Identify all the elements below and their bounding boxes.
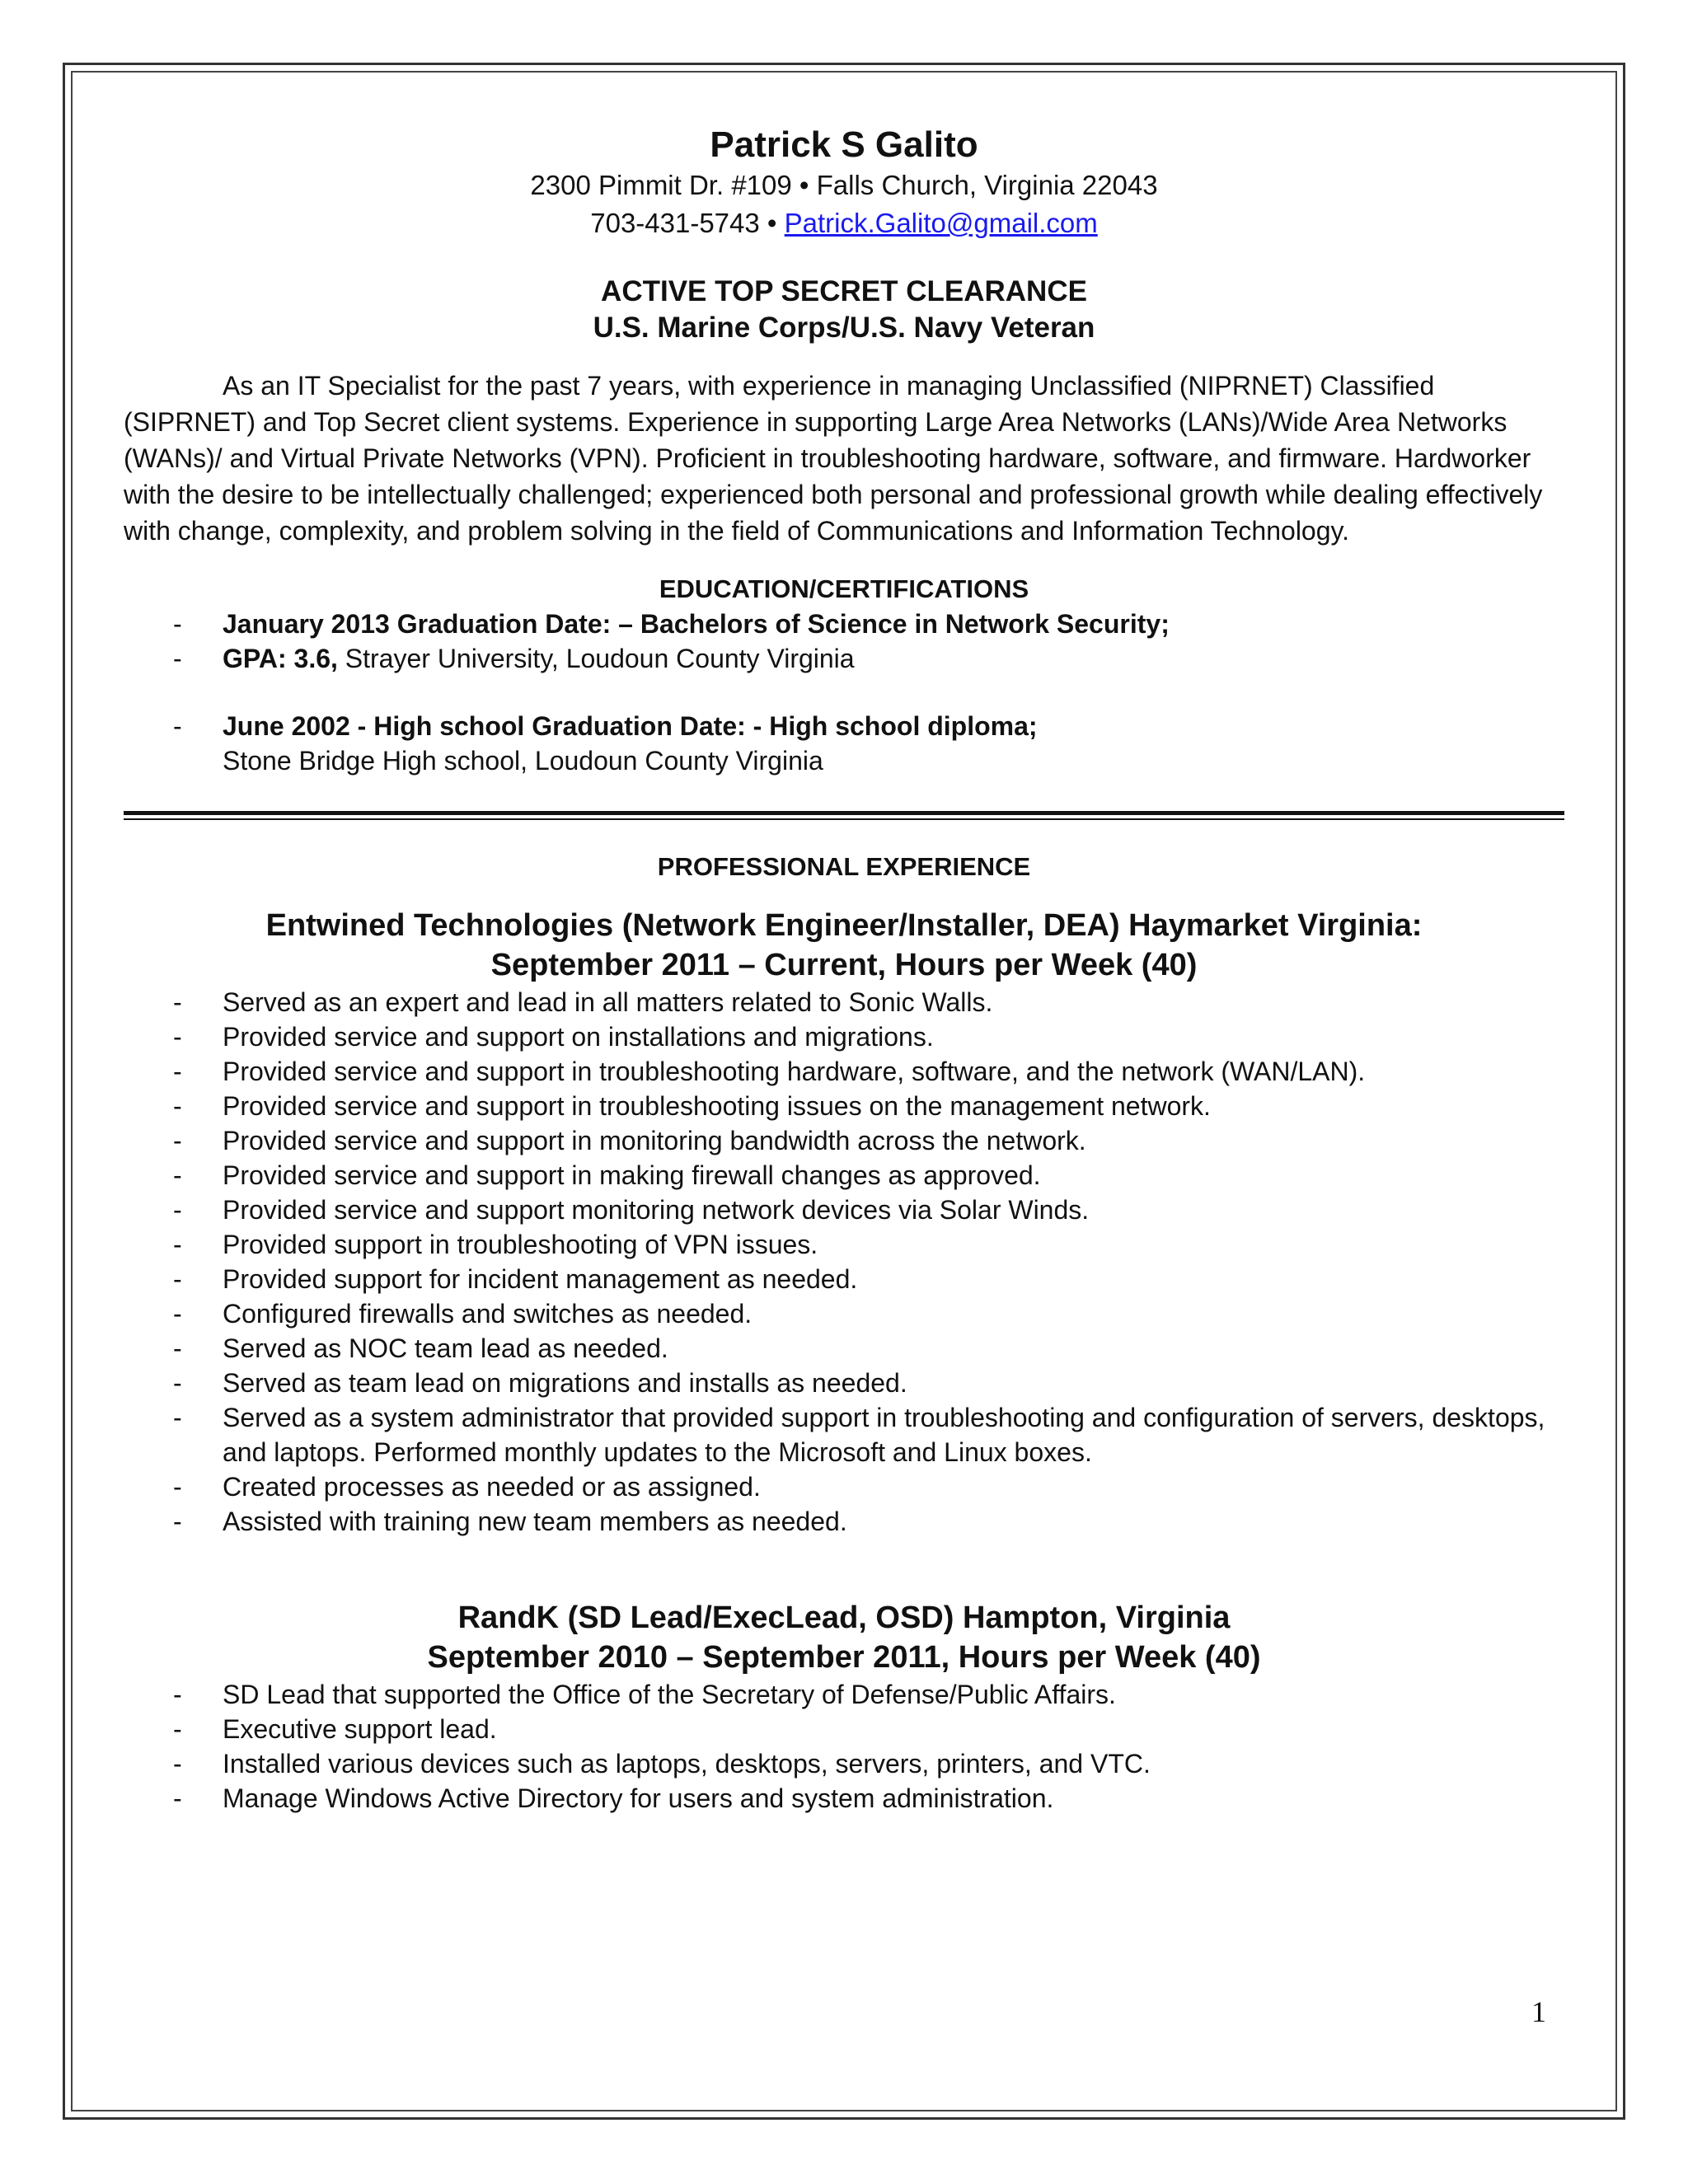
job-bullet: - Provided service and support in troubleshooting issues on the management network. [124,1089,1564,1123]
job-bullet: - Provided support for incident management as needed. [124,1262,1564,1296]
job-title-line: RandK (SD Lead/ExecLead, OSD) Hampton, Virginia [457,1601,1231,1635]
job-bullet: - Configured firewalls and switches as needed. [124,1296,1564,1331]
candidate-name: Patrick S Galito [710,124,978,165]
resume-content [124,124,1564,1816]
job-bullet: - Served as an expert and lead in all matters related to Sonic Walls. [124,985,1564,1019]
email-link[interactable]: Patrick.Galito@gmail.com [784,208,1098,238]
job-bullet: - Provided service and support on installations and migrations. [124,1019,1564,1054]
job-bullet: - Assisted with training new team members as needed. [124,1504,1564,1539]
job-heading-randk [124,1598,1564,1677]
clearance-line: ACTIVE TOP SECRET CLEARANCE [601,275,1087,307]
section-divider [124,811,1564,820]
job-bullet: - Provided support in troubleshooting of VPN issues. [124,1227,1564,1262]
education-item: - GPA: 3.6, Strayer University, Loudoun County Virginia [124,641,1564,676]
job-bullet: - SD Lead that supported the Office of the Secretary of Defense/Public Affairs. [124,1677,1564,1712]
job-heading-entwined [124,906,1564,985]
education-heading: EDUCATION/CERTIFICATIONS [659,574,1029,603]
job-bullets-randk [124,1677,1564,1816]
phone-number: 703-431-5743 • [590,208,777,238]
summary-paragraph: As an IT Specialist for the past 7 years, with experience in managing Unclassified (NIPRNET) Classified (SIPRNET) and Top Secret client systems. Experience in supporting Large Area Networks (LANs)/Wide Area Networks (WANs)/ and Virtual Private Networks (VPN). Proficient in troubleshooting hardware, software, and firmware. Hardworker with the desire to be intellectually challenged; experienced both personal and professional growth while dealing effectively with change, complexity, and problem solving in the field of Communications and Information Technology. [124,371,1543,546]
job-bullet: - Provided service and support in monitoring bandwidth across the network. [124,1123,1564,1158]
education-item-continued: Stone Bridge High school, Loudoun County Virginia [223,746,823,776]
job-bullet: - Created processes as needed or as assigned. [124,1469,1564,1504]
job-bullet: - Provided service and support in making firewall changes as approved. [124,1158,1564,1193]
job-bullet: - Executive support lead. [124,1712,1564,1746]
job-bullet: - Served as team lead on migrations and installs as needed. [124,1366,1564,1400]
clearance-block [124,274,1564,346]
job-bullet: - Provided service and support in troubleshooting hardware, software, and the network (WAN/LAN). [124,1054,1564,1089]
job-bullet: - Manage Windows Active Directory for users and system administration. [124,1781,1564,1816]
job-bullet: - Served as a system administrator that provided support in troubleshooting and configuration of servers, desktops, and laptops. Performed monthly updates to the Microsoft and Linux boxes. [124,1400,1564,1469]
job-bullet: - Provided service and support monitoring network devices via Solar Winds. [124,1193,1564,1227]
education-list-highschool [124,709,1564,778]
job-dates-line: September 2011 – Current, Hours per Week (40) [490,948,1198,982]
education-item: - June 2002 - High school Graduation Date: - High school diploma; [124,709,1564,743]
veteran-line: U.S. Marine Corps/U.S. Navy Veteran [593,312,1095,344]
education-list [124,607,1564,676]
contact-line [124,204,1564,242]
job-bullet: - Served as NOC team lead as needed. [124,1331,1564,1366]
job-bullets-entwined [124,985,1564,1539]
address-line: 2300 Pimmit Dr. #109 • Falls Church, Virginia 22043 [530,170,1158,200]
experience-heading: PROFESSIONAL EXPERIENCE [657,852,1031,881]
job-title-line: Entwined Technologies (Network Engineer/Installer, DEA) Haymarket Virginia: [265,908,1423,943]
job-dates-line: September 2010 – September 2011, Hours per Week (40) [427,1640,1261,1675]
job-bullet: - Installed various devices such as laptops, desktops, servers, printers, and VTC. [124,1746,1564,1781]
education-item: - January 2013 Graduation Date: – Bachelors of Science in Network Security; [124,607,1564,641]
page-number: 1 [1531,1995,1546,2028]
